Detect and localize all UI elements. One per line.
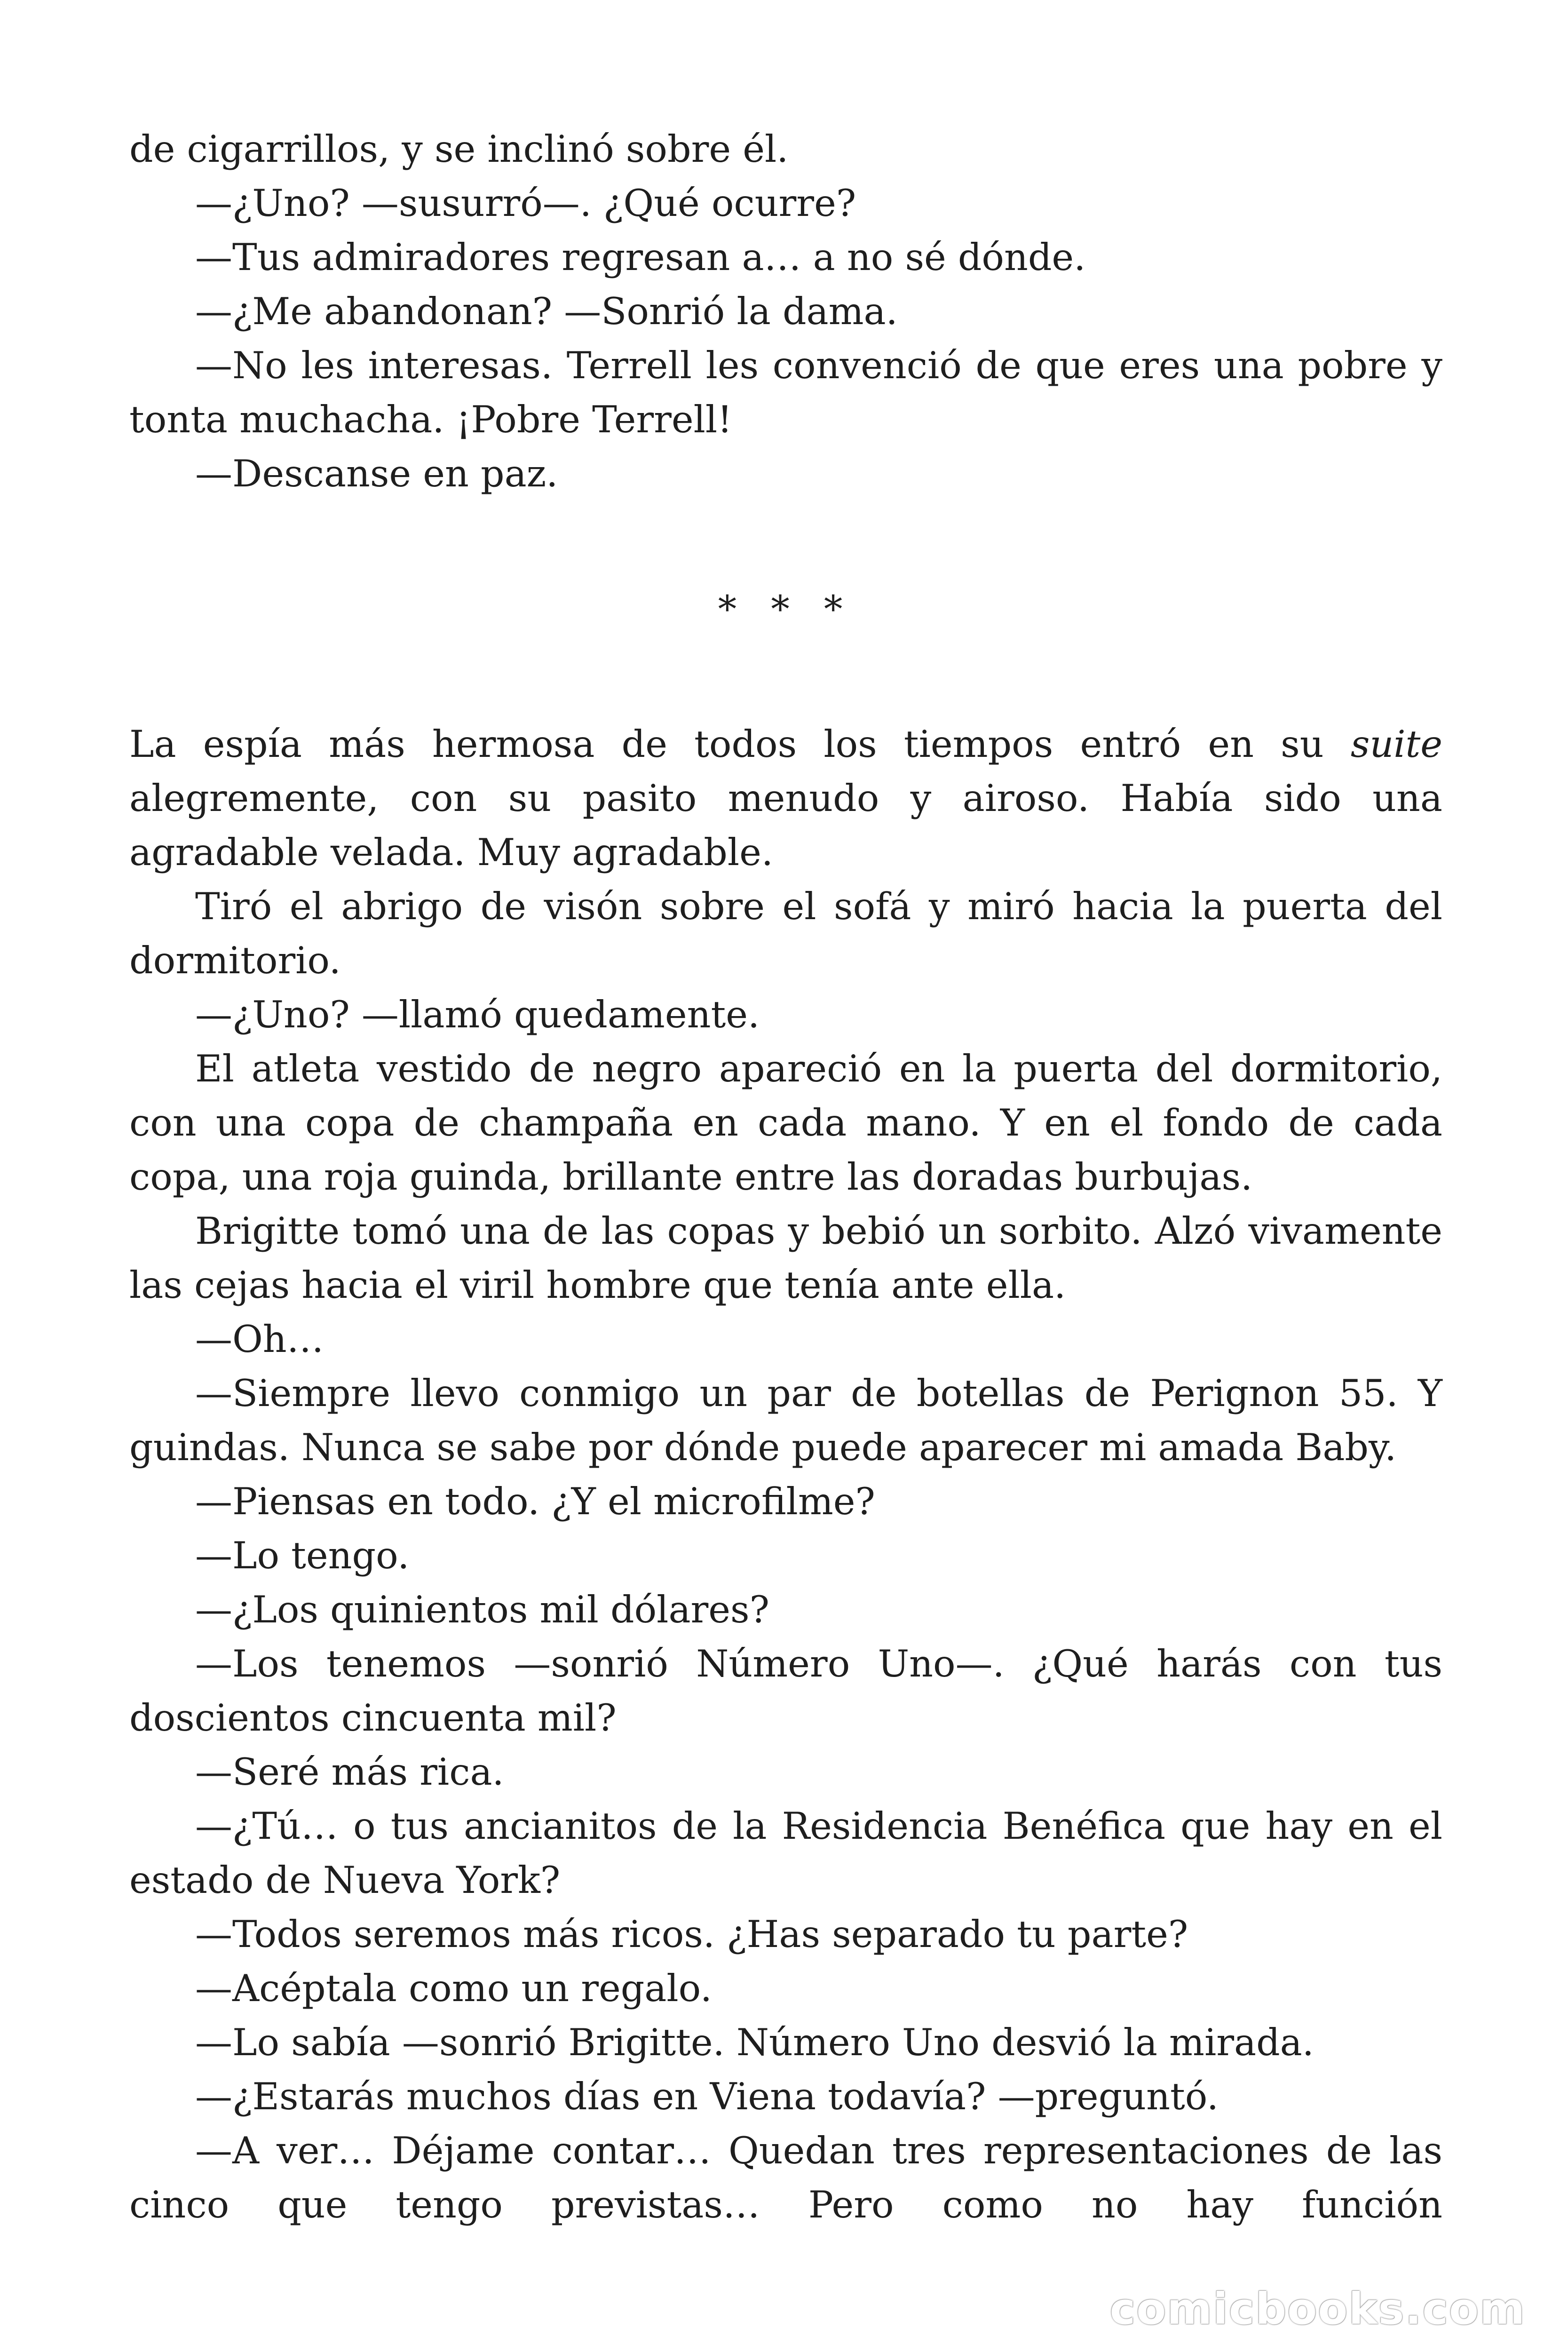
paragraph: —Oh…	[195, 1318, 324, 1361]
paragraph: —¿Tú… o tus ancianitos de la Residencia Benéfica que hay en el estado de Nueva York?	[129, 1804, 1442, 1902]
paragraph: El atleta vestido de negro apareció en la puerta del dormitorio, con una copa de champaña en cada mano. Y en el fondo de cada copa, una roja guinda, brillante entre las doradas burbujas.	[129, 1047, 1442, 1199]
paragraph: —Descanse en paz.	[195, 452, 558, 495]
paragraph: —Lo tengo.	[195, 1534, 410, 1577]
paragraph-text: alegremente, con su pasito menudo y airoso. Había sido una agradable velada. Muy agradable.	[129, 777, 1442, 874]
paragraph: —Seré más rica.	[195, 1750, 504, 1794]
paragraph: Brigitte tomó una de las copas y bebió un sorbito. Alzó vivamente las cejas hacia el viril hombre que tenía ante ella.	[129, 1209, 1442, 1307]
paragraph: —Lo sabía —sonrió Brigitte. Número Uno desvió la mirada.	[195, 2021, 1314, 2064]
paragraph: —Tus admiradores regresan a… a no sé dónde.	[195, 236, 1086, 279]
italic-word: suite	[1350, 723, 1442, 766]
paragraph: —A ver… Déjame contar… Quedan tres representaciones de las cinco que tengo previstas… Pero como no hay función	[129, 2129, 1442, 2226]
paragraph: —Piensas en todo. ¿Y el microfilme?	[195, 1480, 875, 1523]
paragraph: —No les interesas. Terrell les convenció de que eres una pobre y tonta muchacha. ¡Pobre Terrell!	[129, 344, 1442, 441]
paragraph: —Los tenemos —sonrió Número Uno—. ¿Qué harás con tus doscientos cincuenta mil?	[129, 1642, 1442, 1740]
paragraph: de cigarrillos, y se inclinó sobre él.	[129, 127, 789, 171]
paragraph: —¿Uno? —llamó quedamente.	[195, 993, 760, 1036]
paragraph: Tiró el abrigo de visón sobre el sofá y miró hacia la puerta del dormitorio.	[129, 885, 1442, 982]
paragraph	[129, 717, 1442, 880]
paragraph: —¿Uno? —susurró—. ¿Qué ocurre?	[195, 182, 856, 225]
page-body	[129, 122, 1442, 2232]
scene-separator: * * *	[718, 588, 854, 631]
paragraph-text: La espía más hermosa de todos los tiempos entró en su	[129, 723, 1351, 766]
paragraph: —Todos seremos más ricos. ¿Has separado tu parte?	[195, 1913, 1188, 1956]
paragraph: —Acéptala como un regalo.	[195, 1967, 712, 2010]
watermark: comicbooks.com	[1109, 2284, 1526, 2334]
paragraph: —¿Los quinientos mil dólares?	[195, 1588, 769, 1631]
paragraph: —¿Estarás muchos días en Viena todavía? —preguntó.	[195, 2075, 1219, 2118]
paragraph: —¿Me abandonan? —Sonrió la dama.	[195, 290, 898, 333]
paragraph: —Siempre llevo conmigo un par de botellas de Perignon 55. Y guindas. Nunca se sabe por dónde puede aparecer mi amada Baby.	[129, 1372, 1442, 1469]
